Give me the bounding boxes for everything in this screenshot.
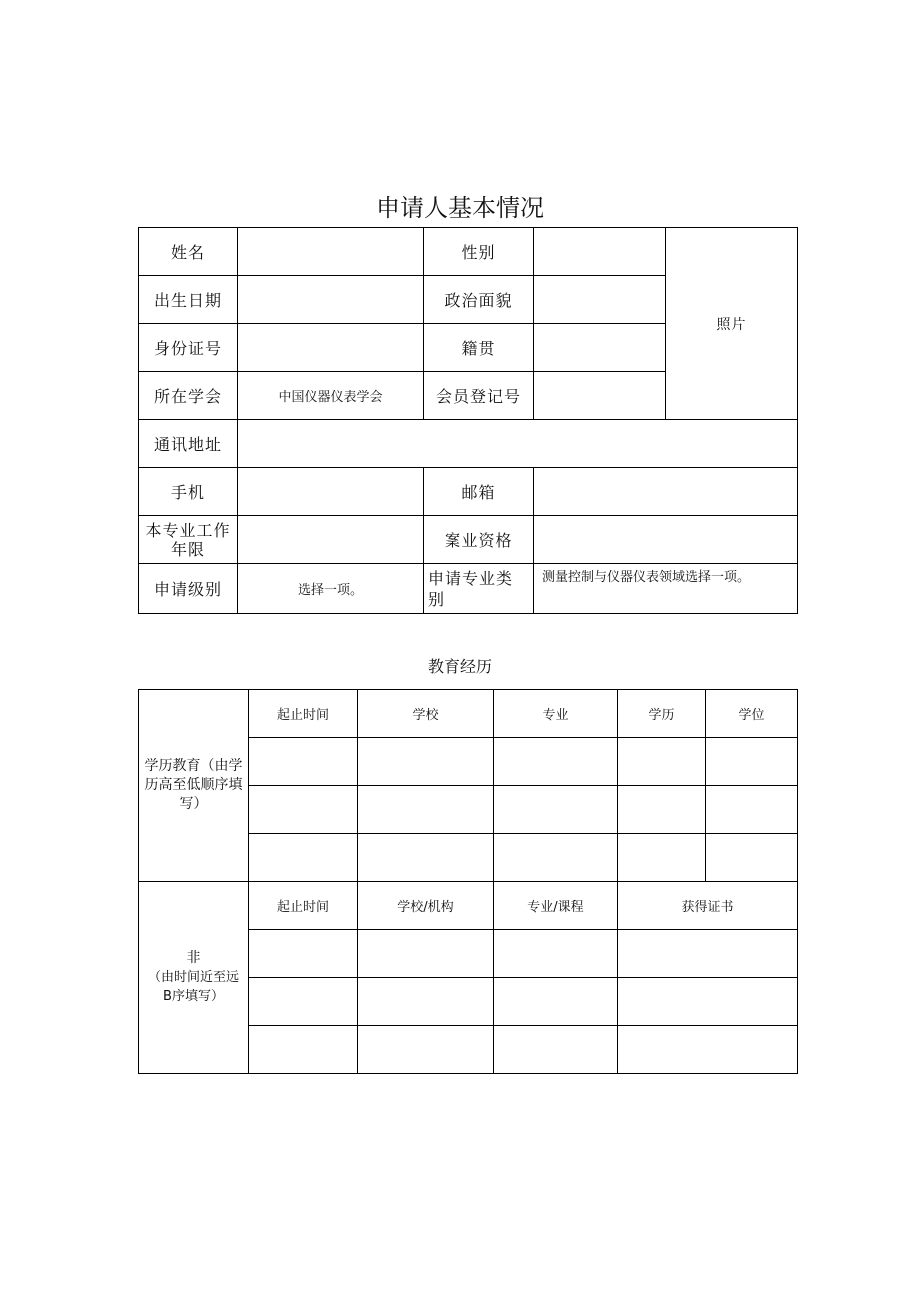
photo-box[interactable]: 照片 <box>666 228 798 420</box>
nondegree-header-certificate: 获得证书 <box>618 882 798 930</box>
nondegree-certificate-cell[interactable] <box>618 978 798 1026</box>
nondegree-label-line3: B序填写） <box>163 989 224 1004</box>
name-field[interactable] <box>238 228 424 276</box>
native-place-label: 籍贯 <box>424 324 534 372</box>
degree-period-cell[interactable] <box>249 834 358 882</box>
degree-major-cell[interactable] <box>494 738 618 786</box>
nondegree-certificate-cell[interactable] <box>618 1026 798 1074</box>
degree-period-cell[interactable] <box>249 786 358 834</box>
phone-field[interactable] <box>238 468 424 516</box>
birth-date-field[interactable] <box>238 276 424 324</box>
nondegree-header-institution: 学校/机构 <box>358 882 494 930</box>
nondegree-institution-cell[interactable] <box>358 978 494 1026</box>
society-field[interactable]: 中国仪器仪表学会 <box>238 372 424 420</box>
member-number-field[interactable] <box>534 372 666 420</box>
phone-label: 手机 <box>139 468 238 516</box>
degree-education-cell[interactable] <box>618 738 706 786</box>
nondegree-header-period: 起止时间 <box>249 882 358 930</box>
degree-school-cell[interactable] <box>358 738 494 786</box>
email-field[interactable] <box>534 468 798 516</box>
society-label: 所在学会 <box>139 372 238 420</box>
qualification-field[interactable] <box>534 516 798 564</box>
education-title: 教育经历 <box>427 657 492 676</box>
native-place-field[interactable] <box>534 324 666 372</box>
name-label: 姓名 <box>139 228 238 276</box>
nondegree-period-cell[interactable] <box>249 1026 358 1074</box>
member-number-label: 会员登记号 <box>424 372 534 420</box>
nondegree-period-cell[interactable] <box>249 978 358 1026</box>
nondegree-course-cell[interactable] <box>494 978 618 1026</box>
nondegree-certificate-cell[interactable] <box>618 930 798 978</box>
degree-education-cell[interactable] <box>618 834 706 882</box>
nondegree-course-cell[interactable] <box>494 1026 618 1074</box>
nondegree-label-line2: （由时间近至远 <box>147 970 239 985</box>
degree-major-cell[interactable] <box>494 834 618 882</box>
degree-header-row <box>139 690 798 738</box>
category-field[interactable]: 测量控制与仪器仪表领域选择一项。 <box>534 564 798 614</box>
nondegree-header-course: 专业/课程 <box>494 882 618 930</box>
email-label: 邮箱 <box>424 468 534 516</box>
level-field[interactable]: 选择一项。 <box>238 564 424 614</box>
degree-header-school: 学校 <box>358 690 494 738</box>
degree-school-cell[interactable] <box>358 834 494 882</box>
level-label: 申请级别 <box>139 564 238 614</box>
degree-section-label: 学历教育（由学历高至低顺序填写） <box>139 690 249 882</box>
qualification-label: 䅁业资格 <box>424 516 534 564</box>
degree-header-education: 学历 <box>618 690 706 738</box>
degree-header-period: 起止时间 <box>249 690 358 738</box>
nondegree-header-row <box>139 882 798 930</box>
education-table <box>138 689 798 1074</box>
work-years-field[interactable] <box>238 516 424 564</box>
degree-degree-cell[interactable] <box>706 834 798 882</box>
degree-period-cell[interactable] <box>249 738 358 786</box>
nondegree-institution-cell[interactable] <box>358 930 494 978</box>
category-label: 申请专业类别 <box>424 564 534 614</box>
political-status-field[interactable] <box>534 276 666 324</box>
nondegree-section-label <box>139 882 249 1074</box>
degree-header-major: 专业 <box>494 690 618 738</box>
degree-header-degree: 学位 <box>706 690 798 738</box>
degree-school-cell[interactable] <box>358 786 494 834</box>
political-status-label: 政治面貌 <box>424 276 534 324</box>
address-label: 通讯地址 <box>139 420 238 468</box>
nondegree-institution-cell[interactable] <box>358 1026 494 1074</box>
gender-label: 性别 <box>424 228 534 276</box>
degree-major-cell[interactable] <box>494 786 618 834</box>
degree-degree-cell[interactable] <box>706 786 798 834</box>
applicant-basic-table <box>138 227 798 614</box>
form-title: 申请人基本情况 <box>376 194 544 222</box>
degree-degree-cell[interactable] <box>706 738 798 786</box>
work-years-label: 本专业工作年限 <box>139 516 238 564</box>
nondegree-period-cell[interactable] <box>249 930 358 978</box>
address-field[interactable] <box>238 420 798 468</box>
degree-education-cell[interactable] <box>618 786 706 834</box>
birth-date-label: 出生日期 <box>139 276 238 324</box>
nondegree-course-cell[interactable] <box>494 930 618 978</box>
id-number-label: 身份证号 <box>139 324 238 372</box>
nondegree-label-line1: 非 <box>186 950 201 966</box>
id-number-field[interactable] <box>238 324 424 372</box>
gender-field[interactable] <box>534 228 666 276</box>
